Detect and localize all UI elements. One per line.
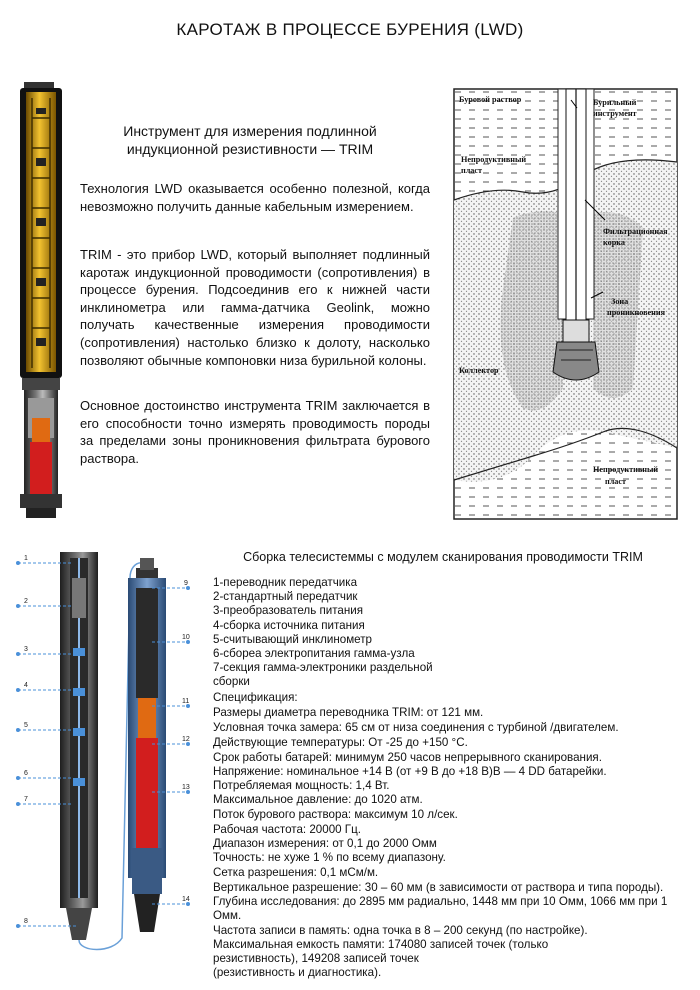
- nonproductive-bottom-label-2: пласт: [605, 477, 627, 486]
- nonproductive-top-label-2: пласт: [461, 166, 483, 175]
- component-item: 2-стандартный передатчик: [213, 590, 358, 603]
- spec-line: Поток бурового раствора: максимум 10 л/сек.: [213, 808, 458, 821]
- spec-line: Максимальное давление: до 1020 атм.: [213, 793, 423, 806]
- spec-line: Глубина исследования: до 2895 мм радиально, 1448 мм при 10 Омм, 1066 мм при 1: [213, 895, 668, 908]
- callout-5: 5: [24, 722, 28, 729]
- callout-10: 10: [182, 634, 190, 641]
- spec-line: Диапазон измерения: от 0,1 до 2000 Омм: [213, 837, 437, 850]
- callout-14: 14: [182, 896, 190, 903]
- trim-heading-line1: Инструмент для измерения подлинной: [123, 123, 377, 139]
- component-item: 1-переводник передатчика: [213, 576, 358, 589]
- nonproductive-top-label-1: Непродуктивный: [461, 155, 527, 164]
- spec-line: Размеры диаметра переводника TRIM: от 121 мм.: [213, 706, 484, 719]
- drillstring-label-1: Бурильный: [593, 98, 637, 107]
- component-item: сборки: [213, 675, 250, 688]
- callout-4: 4: [24, 682, 28, 689]
- filter-cake-label-1: Фильтрационная: [603, 227, 668, 236]
- spec-line: Максимальная емкость памяти: 174080 записей точек (только: [213, 938, 549, 951]
- paragraph-trim-description: TRIM - это прибор LWD, который выполняет подлинный каротаж индукционной проводимости (сопротивления) в процессе бурения. Подсоединив его к нижней части инклинометра или гамма-датчика Geolink, можно получать качественные измерения проводимости (сопротивления) настолько близко к долоту, насколько позволяют обычные компоновки низа бурильной колоны.: [80, 247, 430, 368]
- callout-11: 11: [182, 698, 190, 705]
- spec-line: Омм.: [213, 909, 242, 922]
- callout-9: 9: [184, 580, 188, 587]
- trim-heading: [100, 122, 400, 158]
- nonproductive-bottom-label-1: Непродуктивный: [593, 465, 659, 474]
- filter-cake-label-2: корка: [603, 238, 625, 247]
- telemetry-assembly-illustration: [12, 548, 208, 954]
- component-item: 7-секция гамма-электроники раздельной: [213, 661, 433, 674]
- spec-line: Сетка разрешения: 0,1 мСм/м.: [213, 866, 379, 879]
- callout-2: 2: [24, 598, 28, 605]
- callout-6: 6: [24, 770, 28, 777]
- component-item: 6-сбореа электропитания гамма-узла: [213, 647, 415, 660]
- invasion-zone-label-2: проникновения: [607, 308, 666, 317]
- callout-3: 3: [24, 646, 28, 653]
- spec-heading: Спецификация:: [213, 691, 298, 704]
- spec-line: Точность: не хуже 1 % по всему диапазону.: [213, 851, 446, 864]
- spec-line: резистивность), 149208 записей точек: [213, 952, 419, 965]
- spec-line: Потребляемая мощность: 1,4 Вт.: [213, 779, 390, 792]
- paragraph-trim-advantage: Основное достоинство инструмента TRIM заключается в его способности точно измерять проводимость породы за пределами зоны проникновения фильтрата бурового раствора.: [80, 398, 430, 466]
- callout-7: 7: [24, 796, 28, 803]
- spec-line: Срок работы батарей: минимум 250 часов непрерывного сканирования.: [213, 751, 602, 764]
- component-item: 5-считывающий инклинометр: [213, 633, 372, 646]
- invasion-zone-label-1: Зона: [611, 297, 629, 306]
- paragraph-lwd-usefulness: Технология LWD оказывается особенно полезной, когда невозможно получить данные кабельным измерением.: [80, 181, 430, 214]
- component-item: 4-сборка источника питания: [213, 619, 365, 632]
- callout-1: 1: [24, 555, 28, 562]
- spec-line: (резистивность и диагностика).: [213, 966, 382, 979]
- spec-line: Вертикальное разрешение: 30 – 60 мм (в зависимости от раствора и типа породы).: [213, 881, 664, 894]
- reservoir-label: Коллектор: [459, 366, 499, 375]
- assembly-title: Сборка телесистеммы с модулем сканирования проводимости TRIM: [243, 550, 643, 564]
- trim-heading-line2: индукционной резистивности — TRIM: [126, 141, 374, 157]
- spec-line: Частота записи в память: одна точка в 8 – 200 секунд (по настройке).: [213, 924, 588, 937]
- trim-tool-illustration: [10, 78, 72, 520]
- spec-line: Рабочая частота: 20000 Гц.: [213, 823, 361, 836]
- spec-line: Действующие температуры: От -25 до +150 °С.: [213, 736, 468, 749]
- callout-12: 12: [182, 736, 190, 743]
- callout-13: 13: [182, 784, 190, 791]
- wellbore-diagram: [453, 88, 678, 520]
- mud-label: Буровой раствор: [459, 95, 522, 104]
- callout-8: 8: [24, 918, 28, 925]
- drillstring-label-2: инструмент: [593, 109, 637, 118]
- page-title: КАРОТАЖ В ПРОЦЕССЕ БУРЕНИЯ (LWD): [176, 20, 524, 39]
- component-item: 3-преобразователь питания: [213, 604, 363, 617]
- spec-line: Условная точка замера: 65 см от низа соединения с турбиной /двигателем.: [213, 721, 619, 734]
- spec-line: Напряжение: номинальное +14 В (от +9 В до +18 В)В — 4 DD батарейки.: [213, 765, 607, 778]
